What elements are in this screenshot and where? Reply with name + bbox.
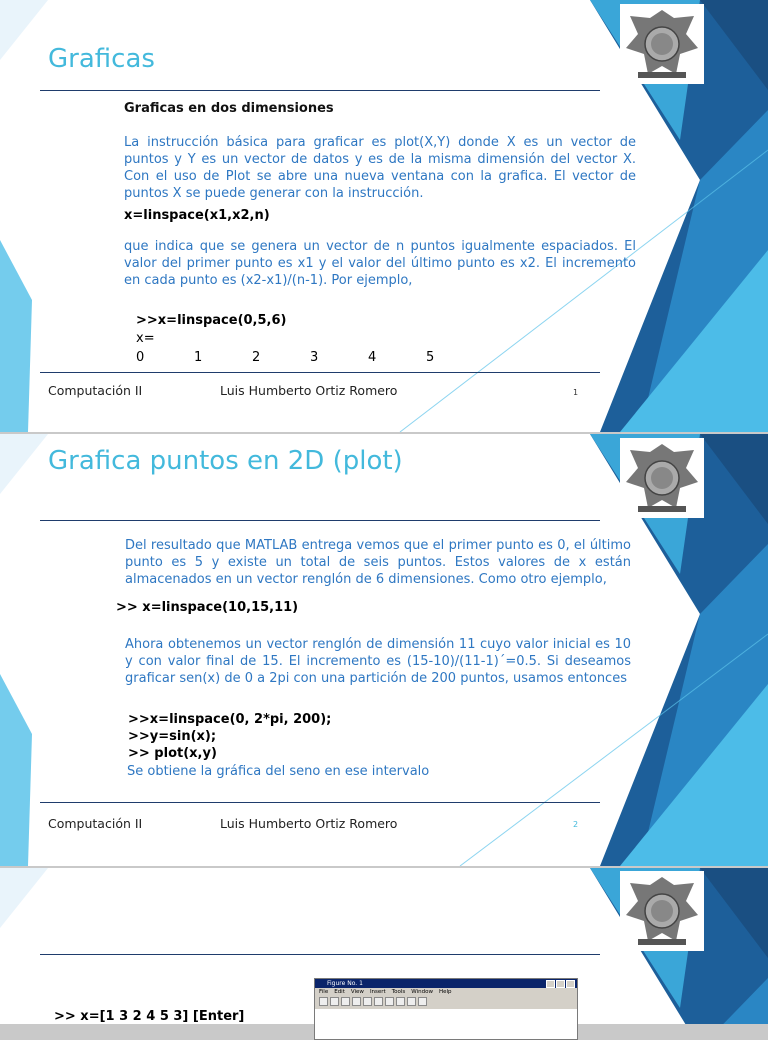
arrow-icon[interactable] [363, 997, 372, 1006]
result-value: 0 [136, 350, 145, 365]
menu-window[interactable]: Window [411, 989, 433, 995]
menu-file[interactable]: File [319, 989, 329, 995]
page-number: 1 [573, 388, 579, 397]
university-seal-logo [620, 871, 704, 951]
code-line: >> plot(x,y) [128, 746, 217, 761]
new-icon[interactable] [319, 997, 328, 1006]
paragraph-result: Se obtiene la gráfica del seno en ese intervalo [127, 764, 430, 779]
zoom-out-icon[interactable] [407, 997, 416, 1006]
matlab-figure-window[interactable] [314, 978, 578, 1040]
figure-canvas[interactable] [315, 1009, 577, 1039]
window-controls [546, 980, 575, 988]
menu-insert[interactable]: Insert [369, 989, 386, 995]
code-example: >>x=linspace(0,5,6) [136, 313, 287, 328]
result-label: x= [136, 331, 155, 346]
footer-author: Luis Humberto Ortiz Romero [220, 816, 398, 831]
zoom-in-icon[interactable] [396, 997, 405, 1006]
figure-titlebar[interactable] [315, 979, 577, 988]
footer-divider [40, 372, 600, 373]
result-value: 5 [426, 350, 435, 365]
subheading: Graficas en dos dimensiones [124, 101, 334, 116]
slide-title: Grafica puntos en 2D (plot) [48, 446, 403, 476]
figure-title: Figure No. 1 [327, 980, 363, 987]
slide-2 [0, 434, 768, 866]
result-value: 3 [310, 350, 319, 365]
figure-menubar [315, 988, 577, 996]
paragraph-intro: Del resultado que MATLAB entrega vemos que el primer punto es 0, el último punto es 5 y existe un total de seis puntos. Estos valores de x están almacenados en un vector renglón de 6 dimensiones. Como otro ejemplo, [125, 538, 631, 587]
menu-help[interactable]: Help [438, 989, 452, 995]
page-number: 2 [573, 820, 579, 829]
university-seal-logo [620, 438, 704, 518]
print-icon[interactable] [352, 997, 361, 1006]
paragraph-intro: La instrucción básica para graficar es plot(X,Y) donde X es un vector de puntos y Y es un vector de datos y es de la misma dimensión del vector X. Con el uso de Plot se abre una nueva ventana con la grafica. El vector de puntos X se puede generar con la instrucción. [124, 135, 636, 201]
rotate-icon[interactable] [418, 997, 427, 1006]
menu-edit[interactable]: Edit [334, 989, 345, 995]
paragraph-explanation: que indica que se genera un vector de n puntos igualmente espaciados. El valor del primer punto es x1 y el valor del último punto es x2. El incremento en cada punto es (x2-x1)/(n-1). Por ejemplo, [124, 239, 636, 288]
code-linspace-example: >> x=linspace(10,15,11) [116, 600, 299, 615]
line-icon[interactable] [385, 997, 394, 1006]
open-icon[interactable] [330, 997, 339, 1006]
result-value: 4 [368, 350, 377, 365]
menu-view[interactable]: View [350, 989, 364, 995]
slide-title: Graficas [48, 44, 155, 74]
university-seal-logo [620, 4, 704, 84]
code-linspace-syntax: x=linspace(x1,x2,n) [124, 208, 270, 223]
text-icon[interactable] [374, 997, 383, 1006]
footer-divider [40, 802, 600, 803]
figure-toolbar [315, 996, 577, 1007]
title-divider [40, 520, 600, 521]
close-icon[interactable] [566, 980, 575, 988]
code-line: >>x=linspace(0, 2*pi, 200); [128, 712, 332, 727]
title-divider [40, 954, 600, 955]
code-vector-input: >> x=[1 3 2 4 5 3] [Enter] [54, 1009, 245, 1024]
footer-course: Computación II [48, 816, 143, 831]
maximize-icon[interactable] [556, 980, 565, 988]
paragraph-explanation: Ahora obtenemos un vector renglón de dimensión 11 cuyo valor inicial es 10 y con valor final de 15. El incremento es (15-10)/(11-1)´=0.5. Si deseamos graficar sen(x) de 0 a 2pi con una partición de 200 puntos, usamos entonces [125, 637, 631, 686]
slide-1 [0, 0, 768, 432]
menu-tools[interactable]: Tools [391, 989, 406, 995]
result-value: 1 [194, 350, 203, 365]
minimize-icon[interactable] [546, 980, 555, 988]
footer-author: Luis Humberto Ortiz Romero [220, 383, 398, 398]
code-line: >>y=sin(x); [128, 729, 217, 744]
save-icon[interactable] [341, 997, 350, 1006]
title-divider [40, 90, 600, 91]
result-values [136, 350, 484, 365]
result-value: 2 [252, 350, 261, 365]
footer-course: Computación II [48, 383, 143, 398]
